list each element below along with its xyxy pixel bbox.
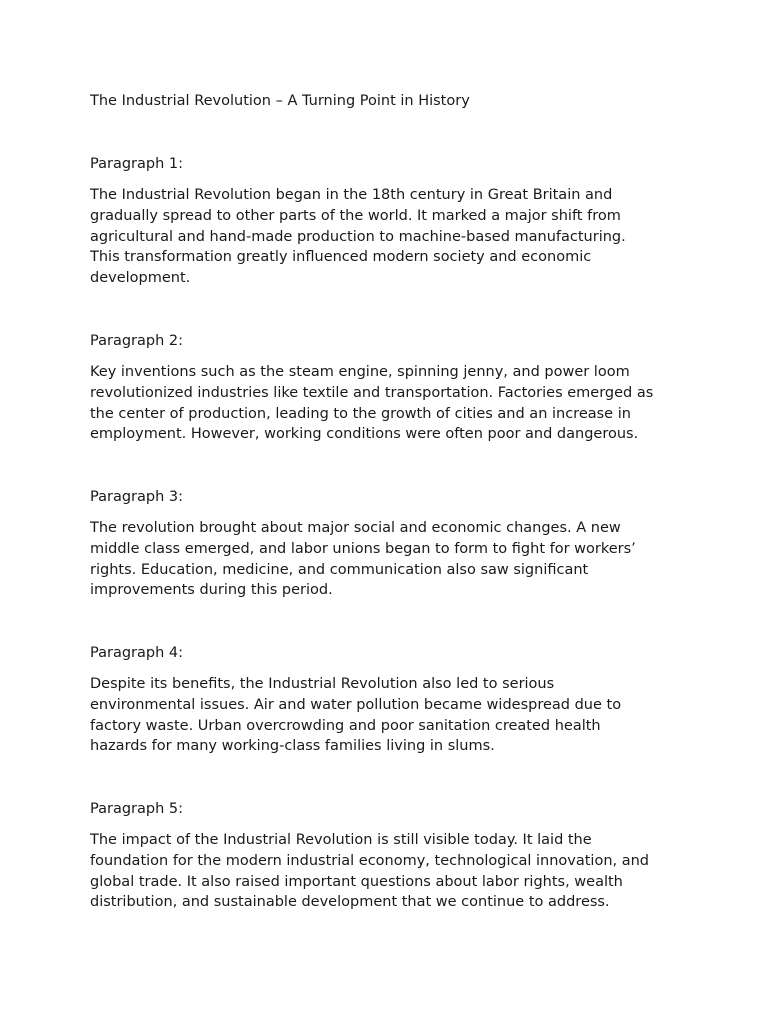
paragraph-line: Key inventions such as the steam engine, spinning jenny, and power loom (90, 364, 630, 380)
paragraph-heading: Paragraph 4: (90, 645, 183, 661)
paragraph-heading: Paragraph 2: (90, 333, 183, 349)
paragraph-line: The revolution brought about major social and economic changes. A new (90, 520, 621, 536)
paragraph-line: middle class emerged, and labor unions began to form to fight for workers’ (90, 540, 636, 557)
paragraph-line: employment. However, working conditions were often poor and dangerous. (90, 426, 639, 443)
paragraph-heading: Paragraph 5: (90, 801, 183, 817)
paragraph-line: the center of production, leading to the growth of cities and an increase in (90, 405, 631, 422)
paragraph-heading: Paragraph 3: (90, 489, 183, 505)
paragraph-line: improvements during this period. (90, 582, 333, 599)
paragraph-line: distribution, and sustainable development that we continue to address. (90, 894, 610, 911)
paragraph-line: agricultural and hand-made production to machine-based manufacturing. (90, 228, 626, 245)
paragraph-line: factory waste. Urban overcrowding and poor sanitation created health (90, 717, 601, 734)
paragraph-body (90, 830, 690, 913)
document-title: The Industrial Revolution – A Turning Point in History (90, 93, 470, 109)
paragraph-body (90, 518, 690, 601)
paragraph-line: environmental issues. Air and water pollution became widespread due to (90, 696, 622, 713)
paragraph-body (90, 362, 690, 445)
paragraph-line: The Industrial Revolution began in the 18th century in Great Britain and (90, 187, 613, 203)
paragraph-heading: Paragraph 1: (90, 156, 183, 172)
paragraph-body (90, 185, 690, 289)
paragraph-line: global trade. It also raised important questions about labor rights, wealth (90, 873, 623, 890)
paragraph-line: development. (90, 270, 191, 287)
paragraph-line: foundation for the modern industrial economy, technological innovation, and (90, 852, 650, 869)
paragraph-line: revolutionized industries like textile and transportation. Factories emerged as (90, 384, 654, 401)
paragraph-line: The impact of the Industrial Revolution is still visible today. It laid the (90, 832, 592, 848)
paragraph-line: Despite its benefits, the Industrial Revolution also led to serious (90, 676, 555, 692)
paragraph-line: This transformation greatly influenced modern society and economic (90, 249, 592, 266)
paragraph-line: hazards for many working-class families living in slums. (90, 738, 495, 755)
paragraph-body (90, 674, 690, 757)
paragraph-line: gradually spread to other parts of the world. It marked a major shift from (90, 207, 621, 224)
paragraph-line: rights. Education, medicine, and communication also saw significant (90, 561, 589, 578)
